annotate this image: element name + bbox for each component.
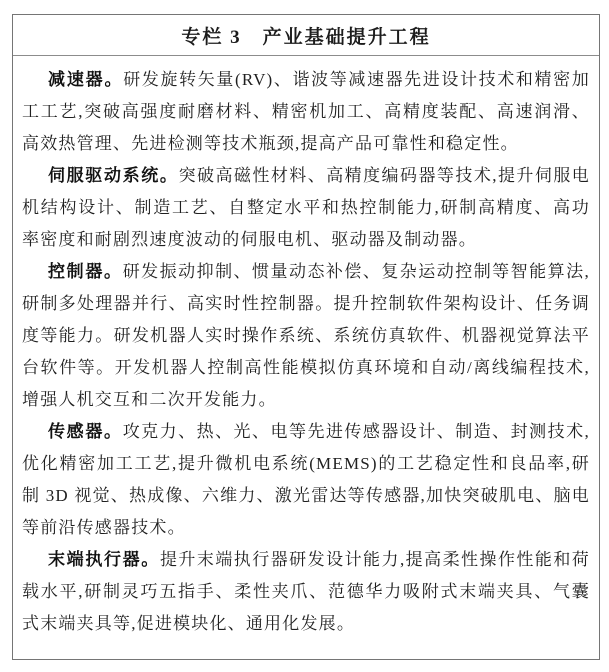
paragraph-lead: 控制器。 [48, 262, 123, 281]
paragraph-reducer [22, 64, 590, 160]
panel-header [13, 15, 599, 56]
panel-title: 专栏 3 产业基础提升工程 [181, 26, 431, 48]
panel-body [13, 56, 599, 640]
paragraph-text: 研发旋转矢量(RV)、谐波等减速器先进设计技术和精密加工工艺,突破高强度耐磨材料、精密机加工、高精度装配、高速润滑、高效热管理、先进检测等技术瓶颈,提高产品可靠性和稳定性。 [22, 70, 590, 153]
paragraph-lead: 末端执行器。 [48, 550, 160, 569]
paragraph-servo-drive [22, 160, 590, 256]
paragraph-end-effector [22, 544, 590, 640]
paragraph-text: 提升末端执行器研发设计能力,提高柔性操作性能和荷载水平,研制灵巧五指手、柔性夹爪、范德华力吸附式末端夹具、气囊式末端夹具等,促进模块化、通用化发展。 [22, 550, 590, 633]
paragraph-lead: 传感器。 [48, 422, 123, 441]
paragraph-controller [22, 256, 590, 416]
column-panel [12, 14, 600, 660]
paragraph-text: 研发振动抑制、惯量动态补偿、复杂运动控制等智能算法,研制多处理器并行、高实时性控制器。提升控制软件架构设计、任务调度等能力。研发机器人实时操作系统、系统仿真软件、机器视觉算法平台软件等。开发机器人控制高性能模拟仿真环境和自动/离线编程技术,增强人机交互和二次开发能力。 [22, 262, 590, 409]
paragraph-sensor [22, 416, 590, 544]
paragraph-lead: 伺服驱动系统。 [48, 166, 179, 185]
paragraph-lead: 减速器。 [48, 70, 124, 89]
paragraph-text: 突破高磁性材料、高精度编码器等技术,提升伺服电机结构设计、制造工艺、自整定水平和热控制能力,研制高精度、高功率密度和耐剧烈速度波动的伺服电机、驱动器及制动器。 [22, 166, 590, 249]
paragraph-text: 攻克力、热、光、电等先进传感器设计、制造、封测技术,优化精密加工工艺,提升微机电系统(MEMS)的工艺稳定性和良品率,研制 3D 视觉、热成像、六维力、激光雷达等传感器,加快突破肌电、脑电等前沿传感器技术。 [22, 422, 590, 537]
